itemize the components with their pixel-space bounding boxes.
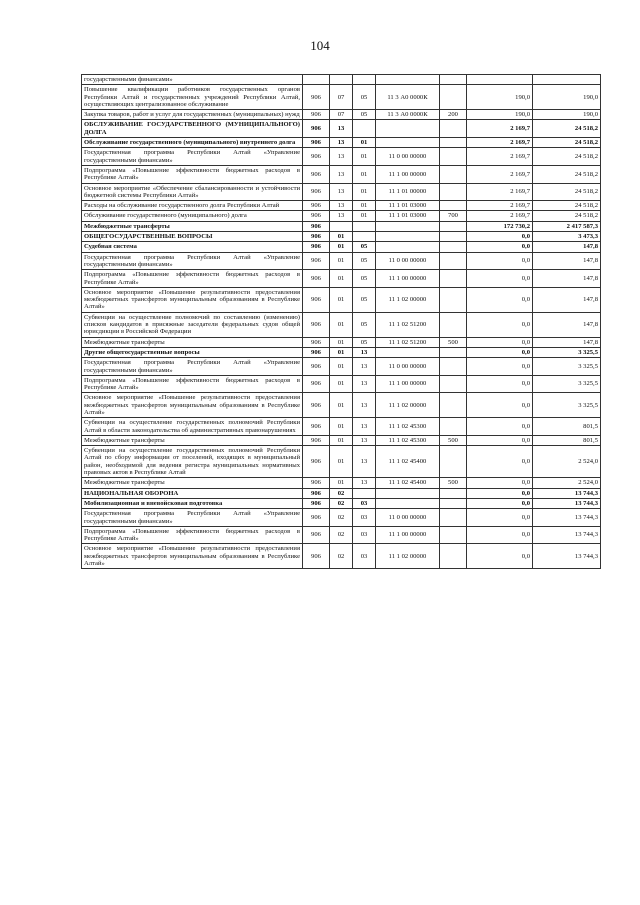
- amount-year1-cell: 2 169,7: [467, 120, 533, 138]
- amount-year2-cell: 147,8: [533, 287, 601, 312]
- table-row: [82, 270, 601, 288]
- amount-year1-cell: 190,0: [467, 85, 533, 110]
- row-name-cell: Государственная программа Республики Алтай «Управление государственными финансами»: [82, 509, 303, 527]
- table-row: [82, 498, 601, 508]
- expense-type-cell: [440, 75, 467, 85]
- subsection-code-cell: 13: [353, 375, 376, 393]
- table-row: [82, 312, 601, 337]
- section-code-cell: 01: [330, 252, 353, 270]
- subsection-code-cell: 05: [353, 252, 376, 270]
- amount-year2-cell: 24 518,2: [533, 201, 601, 211]
- amount-year2-cell: 24 518,2: [533, 165, 601, 183]
- ved-code-cell: 906: [303, 488, 330, 498]
- ved-code-cell: 906: [303, 138, 330, 148]
- subsection-code-cell: 05: [353, 242, 376, 252]
- table-row: [82, 110, 601, 120]
- subsection-code-cell: 13: [353, 393, 376, 418]
- target-article-cell: 11 1 02 00000: [376, 544, 440, 569]
- target-article-cell: 11 1 02 45300: [376, 418, 440, 436]
- ved-code-cell: 906: [303, 270, 330, 288]
- row-name-cell: Межбюджетные трансферты: [82, 221, 303, 231]
- section-code-cell: 01: [330, 270, 353, 288]
- amount-year1-cell: 2 169,7: [467, 183, 533, 201]
- ved-code-cell: 906: [303, 287, 330, 312]
- amount-year1-cell: 0,0: [467, 418, 533, 436]
- section-code-cell: 13: [330, 120, 353, 138]
- expense-type-cell: [440, 138, 467, 148]
- ved-code-cell: 906: [303, 393, 330, 418]
- expense-type-cell: [440, 165, 467, 183]
- table-row: [82, 337, 601, 347]
- target-article-cell: [376, 75, 440, 85]
- amount-year2-cell: 3 325,5: [533, 393, 601, 418]
- section-code-cell: 02: [330, 498, 353, 508]
- expense-type-cell: [440, 287, 467, 312]
- amount-year1-cell: 0,0: [467, 242, 533, 252]
- amount-year1-cell: 2 169,7: [467, 148, 533, 166]
- subsection-code-cell: 01: [353, 211, 376, 221]
- ved-code-cell: 906: [303, 221, 330, 231]
- row-name-cell: Основное мероприятие «Повышение результативности предоставления межбюджетных трансфертов муниципальным образованиям в Республике Алтай»: [82, 544, 303, 569]
- section-code-cell: 01: [330, 446, 353, 478]
- expense-type-cell: [440, 183, 467, 201]
- amount-year2-cell: 24 518,2: [533, 138, 601, 148]
- subsection-code-cell: 01: [353, 183, 376, 201]
- target-article-cell: 11 0 00 00000: [376, 148, 440, 166]
- target-article-cell: [376, 242, 440, 252]
- section-code-cell: 01: [330, 418, 353, 436]
- table-row: [82, 138, 601, 148]
- ved-code-cell: 906: [303, 337, 330, 347]
- row-name-cell: Другие общегосударственные вопросы: [82, 347, 303, 357]
- target-article-cell: 11 1 02 51200: [376, 312, 440, 337]
- amount-year2-cell: 13 744,3: [533, 526, 601, 544]
- expense-type-cell: [440, 252, 467, 270]
- subsection-code-cell: 13: [353, 418, 376, 436]
- amount-year1-cell: 0,0: [467, 393, 533, 418]
- row-name-cell: Государственная программа Республики Алтай «Управление государственными финансами»: [82, 252, 303, 270]
- section-code-cell: 13: [330, 165, 353, 183]
- amount-year2-cell: 24 518,2: [533, 120, 601, 138]
- subsection-code-cell: [353, 488, 376, 498]
- subsection-code-cell: 13: [353, 478, 376, 488]
- section-code-cell: 01: [330, 337, 353, 347]
- amount-year2-cell: 2 524,0: [533, 478, 601, 488]
- row-name-cell: НАЦИОНАЛЬНАЯ ОБОРОНА: [82, 488, 303, 498]
- expense-type-cell: [440, 509, 467, 527]
- row-name-cell: Подпрограмма «Повышение эффективности бюджетных расходов в Республике Алтай»: [82, 375, 303, 393]
- row-name-cell: Мобилизационная и вневойсковая подготовка: [82, 498, 303, 508]
- amount-year2-cell: 13 744,3: [533, 544, 601, 569]
- target-article-cell: 11 0 00 00000: [376, 358, 440, 376]
- amount-year1-cell: 0,0: [467, 358, 533, 376]
- ved-code-cell: 906: [303, 358, 330, 376]
- target-article-cell: 11 1 01 03000: [376, 201, 440, 211]
- row-name-cell: Закупка товаров, работ и услуг для государственных (муниципальных) нужд: [82, 110, 303, 120]
- table-row: [82, 358, 601, 376]
- row-name-cell: Основное мероприятие «Повышение результативности предоставления межбюджетных трансфертов муниципальным образованиям в Республике Алтай»: [82, 287, 303, 312]
- amount-year2-cell: 2 417 587,3: [533, 221, 601, 231]
- table-row: [82, 393, 601, 418]
- section-code-cell: 13: [330, 148, 353, 166]
- subsection-code-cell: 13: [353, 347, 376, 357]
- amount-year2-cell: 147,8: [533, 312, 601, 337]
- row-name-cell: Повышение квалификации работников государственных органов Республики Алтай и государственных учреждений Республики Алтай, осуществляющих централизованное обслуживание: [82, 85, 303, 110]
- target-article-cell: 11 1 00 00000: [376, 270, 440, 288]
- subsection-code-cell: 05: [353, 85, 376, 110]
- amount-year2-cell: 13 744,3: [533, 498, 601, 508]
- expense-type-cell: [440, 347, 467, 357]
- expense-type-cell: [440, 201, 467, 211]
- target-article-cell: [376, 138, 440, 148]
- target-article-cell: 11 1 02 45400: [376, 446, 440, 478]
- amount-year1-cell: 0,0: [467, 252, 533, 270]
- target-article-cell: 11 1 00 00000: [376, 375, 440, 393]
- amount-year2-cell: 147,8: [533, 337, 601, 347]
- row-name-cell: Субвенции на осуществление государственных полномочий Республики Алтай в области законодательства об административных правонарушениях: [82, 418, 303, 436]
- subsection-code-cell: 01: [353, 165, 376, 183]
- target-article-cell: 11 1 02 00000: [376, 393, 440, 418]
- ved-code-cell: 906: [303, 478, 330, 488]
- ved-code-cell: 906: [303, 85, 330, 110]
- amount-year1-cell: 0,0: [467, 488, 533, 498]
- amount-year2-cell: 190,0: [533, 110, 601, 120]
- amount-year1-cell: 0,0: [467, 446, 533, 478]
- target-article-cell: [376, 488, 440, 498]
- row-name-cell: Расходы на обслуживание государственного долга Республики Алтай: [82, 201, 303, 211]
- ved-code-cell: 906: [303, 201, 330, 211]
- table-row: [82, 375, 601, 393]
- expense-type-cell: 500: [440, 435, 467, 445]
- target-article-cell: 11 3 А0 0000К: [376, 85, 440, 110]
- amount-year2-cell: 13 744,3: [533, 509, 601, 527]
- expense-type-cell: 500: [440, 478, 467, 488]
- amount-year1-cell: 0,0: [467, 312, 533, 337]
- table-row: [82, 221, 601, 231]
- amount-year2-cell: [533, 75, 601, 85]
- table-row: [82, 544, 601, 569]
- expense-type-cell: [440, 232, 467, 242]
- target-article-cell: 11 0 00 00000: [376, 509, 440, 527]
- ved-code-cell: 906: [303, 544, 330, 569]
- section-code-cell: 02: [330, 544, 353, 569]
- subsection-code-cell: 05: [353, 312, 376, 337]
- target-article-cell: 11 1 02 51200: [376, 337, 440, 347]
- target-article-cell: [376, 347, 440, 357]
- amount-year1-cell: 0,0: [467, 478, 533, 488]
- subsection-code-cell: 05: [353, 270, 376, 288]
- amount-year1-cell: 0,0: [467, 509, 533, 527]
- table-row: [82, 75, 601, 85]
- row-name-cell: Субвенции на осуществление государственных полномочий Республики Алтай по сбору информации от поселений, входящих в муниципальный район, необходимой для ведения регистра муниципальных нормативных правовых актов в Республике Алтай: [82, 446, 303, 478]
- subsection-code-cell: 13: [353, 358, 376, 376]
- row-name-cell: ОБЩЕГОСУДАРСТВЕННЫЕ ВОПРОСЫ: [82, 232, 303, 242]
- ved-code-cell: [303, 75, 330, 85]
- row-name-cell: Государственная программа Республики Алтай «Управление государственными финансами»: [82, 148, 303, 166]
- table-body: [82, 75, 601, 569]
- amount-year2-cell: 24 518,2: [533, 211, 601, 221]
- section-code-cell: 01: [330, 478, 353, 488]
- target-article-cell: 11 1 02 45300: [376, 435, 440, 445]
- page-number: 104: [310, 38, 330, 53]
- subsection-code-cell: [353, 232, 376, 242]
- expense-type-cell: [440, 498, 467, 508]
- amount-year1-cell: 0,0: [467, 232, 533, 242]
- subsection-code-cell: 01: [353, 201, 376, 211]
- section-code-cell: 01: [330, 347, 353, 357]
- expense-type-cell: [440, 446, 467, 478]
- section-code-cell: 07: [330, 110, 353, 120]
- section-code-cell: 07: [330, 85, 353, 110]
- table-row: [82, 509, 601, 527]
- table-row: [82, 478, 601, 488]
- amount-year1-cell: [467, 75, 533, 85]
- expense-type-cell: 500: [440, 337, 467, 347]
- expense-type-cell: [440, 242, 467, 252]
- ved-code-cell: 906: [303, 110, 330, 120]
- expense-type-cell: 200: [440, 110, 467, 120]
- expense-type-cell: [440, 270, 467, 288]
- expense-type-cell: [440, 221, 467, 231]
- budget-table: [81, 74, 601, 569]
- amount-year2-cell: 3 325,5: [533, 375, 601, 393]
- row-name-cell: Основное мероприятие «Повышение результативности предоставления межбюджетных трансфертов муниципальным образованиям в Республике Алтай»: [82, 393, 303, 418]
- amount-year1-cell: 2 169,7: [467, 138, 533, 148]
- table-row: [82, 347, 601, 357]
- table-row: [82, 526, 601, 544]
- target-article-cell: 11 1 00 00000: [376, 526, 440, 544]
- expense-type-cell: [440, 393, 467, 418]
- amount-year2-cell: 190,0: [533, 85, 601, 110]
- ved-code-cell: 906: [303, 242, 330, 252]
- subsection-code-cell: 05: [353, 337, 376, 347]
- row-name-cell: Подпрограмма «Повышение эффективности бюджетных расходов в Республике Алтай»: [82, 526, 303, 544]
- amount-year1-cell: 172 730,2: [467, 221, 533, 231]
- ved-code-cell: 906: [303, 435, 330, 445]
- section-code-cell: 13: [330, 211, 353, 221]
- subsection-code-cell: [353, 221, 376, 231]
- row-name-cell: Подпрограмма «Повышение эффективности бюджетных расходов в Республике Алтай»: [82, 165, 303, 183]
- amount-year2-cell: 13 744,3: [533, 488, 601, 498]
- section-code-cell: 01: [330, 435, 353, 445]
- table-row: [82, 165, 601, 183]
- section-code-cell: 01: [330, 287, 353, 312]
- target-article-cell: 11 1 01 03000: [376, 211, 440, 221]
- amount-year2-cell: 3 325,5: [533, 347, 601, 357]
- subsection-code-cell: 01: [353, 138, 376, 148]
- ved-code-cell: 906: [303, 232, 330, 242]
- ved-code-cell: 906: [303, 526, 330, 544]
- ved-code-cell: 906: [303, 211, 330, 221]
- subsection-code-cell: 13: [353, 435, 376, 445]
- amount-year2-cell: 2 524,0: [533, 446, 601, 478]
- expense-type-cell: [440, 418, 467, 436]
- section-code-cell: 13: [330, 138, 353, 148]
- amount-year2-cell: 24 518,2: [533, 148, 601, 166]
- section-code-cell: [330, 75, 353, 85]
- target-article-cell: 11 1 02 00000: [376, 287, 440, 312]
- target-article-cell: 11 1 02 45400: [376, 478, 440, 488]
- table-row: [82, 418, 601, 436]
- row-name-cell: Межбюджетные трансферты: [82, 337, 303, 347]
- expense-type-cell: [440, 358, 467, 376]
- target-article-cell: 11 1 00 00000: [376, 165, 440, 183]
- amount-year1-cell: 2 169,7: [467, 201, 533, 211]
- row-name-cell: Государственная программа Республики Алтай «Управление государственными финансами»: [82, 358, 303, 376]
- amount-year2-cell: 147,8: [533, 252, 601, 270]
- section-code-cell: 01: [330, 242, 353, 252]
- amount-year2-cell: 801,5: [533, 418, 601, 436]
- section-code-cell: 02: [330, 509, 353, 527]
- expense-type-cell: [440, 85, 467, 110]
- table-row: [82, 211, 601, 221]
- expense-type-cell: [440, 120, 467, 138]
- target-article-cell: [376, 120, 440, 138]
- amount-year1-cell: 0,0: [467, 526, 533, 544]
- amount-year1-cell: 0,0: [467, 435, 533, 445]
- ved-code-cell: 906: [303, 312, 330, 337]
- table-row: [82, 488, 601, 498]
- table-row: [82, 252, 601, 270]
- ved-code-cell: 906: [303, 446, 330, 478]
- ved-code-cell: 906: [303, 148, 330, 166]
- target-article-cell: [376, 498, 440, 508]
- section-code-cell: 01: [330, 393, 353, 418]
- expense-type-cell: [440, 148, 467, 166]
- expense-type-cell: [440, 375, 467, 393]
- amount-year2-cell: 147,8: [533, 270, 601, 288]
- row-name-cell: Обслуживание государственного (муниципального) внутреннего долга: [82, 138, 303, 148]
- table-row: [82, 183, 601, 201]
- row-name-cell: ОБСЛУЖИВАНИЕ ГОСУДАРСТВЕННОГО (МУНИЦИПАЛЬНОГО) ДОЛГА: [82, 120, 303, 138]
- amount-year1-cell: 0,0: [467, 544, 533, 569]
- amount-year1-cell: 0,0: [467, 287, 533, 312]
- target-article-cell: [376, 232, 440, 242]
- row-name-cell: Подпрограмма «Повышение эффективности бюджетных расходов в Республике Алтай»: [82, 270, 303, 288]
- expense-type-cell: [440, 544, 467, 569]
- ved-code-cell: 906: [303, 165, 330, 183]
- ved-code-cell: 906: [303, 252, 330, 270]
- ved-code-cell: 906: [303, 347, 330, 357]
- section-code-cell: 13: [330, 201, 353, 211]
- section-code-cell: 01: [330, 312, 353, 337]
- table-row: [82, 446, 601, 478]
- amount-year2-cell: 3 325,5: [533, 358, 601, 376]
- target-article-cell: 11 0 00 00000: [376, 252, 440, 270]
- target-article-cell: 11 1 01 00000: [376, 183, 440, 201]
- target-article-cell: [376, 221, 440, 231]
- subsection-code-cell: 03: [353, 544, 376, 569]
- amount-year1-cell: 0,0: [467, 347, 533, 357]
- subsection-code-cell: 01: [353, 148, 376, 166]
- amount-year1-cell: 0,0: [467, 375, 533, 393]
- subsection-code-cell: 03: [353, 498, 376, 508]
- amount-year1-cell: 190,0: [467, 110, 533, 120]
- ved-code-cell: 906: [303, 120, 330, 138]
- amount-year2-cell: 24 518,2: [533, 183, 601, 201]
- row-name-cell: Межбюджетные трансферты: [82, 435, 303, 445]
- amount-year1-cell: 2 169,7: [467, 211, 533, 221]
- table-row: [82, 435, 601, 445]
- expense-type-cell: [440, 526, 467, 544]
- ved-code-cell: 906: [303, 418, 330, 436]
- row-name-cell: Судебная система: [82, 242, 303, 252]
- amount-year1-cell: 0,0: [467, 498, 533, 508]
- amount-year2-cell: 147,8: [533, 242, 601, 252]
- subsection-code-cell: 13: [353, 446, 376, 478]
- subsection-code-cell: 03: [353, 509, 376, 527]
- table-row: [82, 120, 601, 138]
- section-code-cell: [330, 221, 353, 231]
- table-row: [82, 148, 601, 166]
- amount-year2-cell: 801,5: [533, 435, 601, 445]
- amount-year1-cell: 0,0: [467, 337, 533, 347]
- expense-type-cell: 700: [440, 211, 467, 221]
- table-row: [82, 287, 601, 312]
- subsection-code-cell: 03: [353, 526, 376, 544]
- ved-code-cell: 906: [303, 509, 330, 527]
- ved-code-cell: 906: [303, 183, 330, 201]
- row-name-cell: Основное мероприятие «Обеспечение сбалансированности и устойчивости бюджетной системы Республики Алтай»: [82, 183, 303, 201]
- ved-code-cell: 906: [303, 498, 330, 508]
- expense-type-cell: [440, 488, 467, 498]
- section-code-cell: 01: [330, 232, 353, 242]
- expense-type-cell: [440, 312, 467, 337]
- table-row: [82, 85, 601, 110]
- target-article-cell: 11 3 А0 0000К: [376, 110, 440, 120]
- section-code-cell: 13: [330, 183, 353, 201]
- subsection-code-cell: [353, 120, 376, 138]
- row-name-cell: Субвенции на осуществление полномочий по составлению (изменению) списков кандидатов в присяжные заседатели федеральных судов общей юрисдикции в Российской Федерации: [82, 312, 303, 337]
- section-code-cell: 02: [330, 488, 353, 498]
- table-row: [82, 232, 601, 242]
- row-name-cell: государственными финансами»: [82, 75, 303, 85]
- section-code-cell: 01: [330, 358, 353, 376]
- amount-year2-cell: 3 473,3: [533, 232, 601, 242]
- ved-code-cell: 906: [303, 375, 330, 393]
- section-code-cell: 01: [330, 375, 353, 393]
- table-row: [82, 201, 601, 211]
- subsection-code-cell: [353, 75, 376, 85]
- row-name-cell: Межбюджетные трансферты: [82, 478, 303, 488]
- section-code-cell: 02: [330, 526, 353, 544]
- table-row: [82, 242, 601, 252]
- amount-year1-cell: 2 169,7: [467, 165, 533, 183]
- amount-year1-cell: 0,0: [467, 270, 533, 288]
- row-name-cell: Обслуживание государственного (муниципального) долга: [82, 211, 303, 221]
- subsection-code-cell: 05: [353, 287, 376, 312]
- subsection-code-cell: 05: [353, 110, 376, 120]
